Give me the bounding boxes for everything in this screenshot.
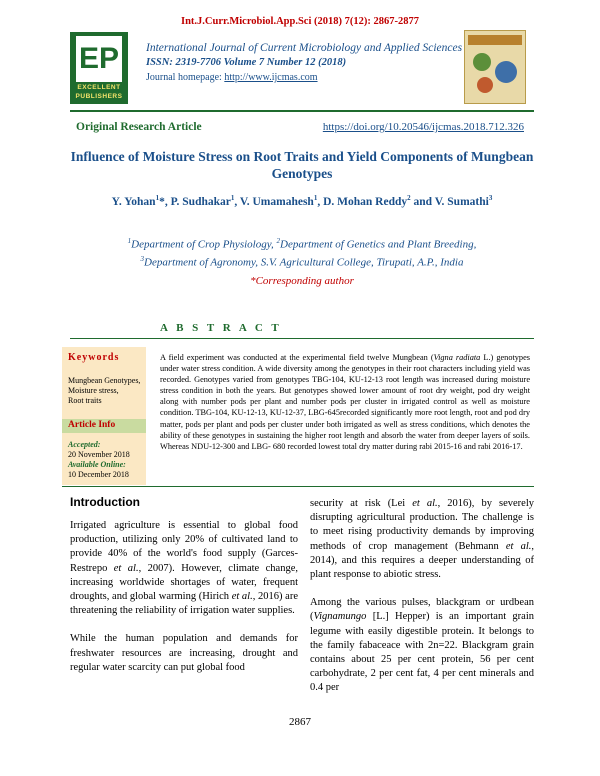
abstract-heading: A B S T R A C T	[160, 322, 282, 334]
author-affil-sup: 1	[313, 194, 318, 202]
author-name: D. Mohan Reddy	[323, 195, 408, 208]
introduction-heading: Introduction	[70, 495, 140, 509]
journal-homepage	[146, 72, 318, 83]
text-run: [L.] Hepper) is an important grain legume with easily digestible protein. It belongs to the family fabaceace with 2n=22. Blackgram grain contains about 25 per cent protein, 56 per cent carbohydrate, 2 per cent fat, 4 per cent minerals and 0.4 per	[310, 611, 534, 694]
keyword-item: Mungbean Genotypes,	[68, 376, 141, 385]
page-number: 2867	[289, 716, 311, 728]
body-column-right	[310, 497, 534, 710]
keywords-list	[68, 376, 144, 406]
logo-line-1: EXCELLENT	[77, 84, 121, 91]
keywords-heading: Keywords	[68, 352, 120, 363]
text-run-italic: Vignamungo	[313, 611, 367, 623]
affil-sup: 1	[127, 237, 132, 245]
text-run: Irrigated agriculture is essential to global food production, utilizing only 20% of cultivated land to provide 40% of the world's food supply (Garces-Restrepo	[70, 520, 298, 574]
author-sep: and	[410, 195, 435, 208]
journal-cover-image	[464, 30, 526, 104]
logo-line-2: PUBLISHERS	[75, 93, 123, 100]
author-name: V. Sumathi	[434, 195, 489, 208]
online-date: 10 December 2018	[68, 470, 129, 479]
article-info-heading: Article Info	[68, 420, 116, 430]
text-run: , 2016), by severely disrupting agricultural production. The challenge is to meet rising productivity demands by improving methods of crop management (Behmann	[310, 498, 534, 552]
author-affil-sup: 3	[488, 194, 493, 202]
text-run: , 2014), and this requires a deeper understanding of plant response to abiotic stress.	[310, 540, 534, 581]
issn-line: ISSN: 2319-7706 Volume 7 Number 12 (2018)	[146, 57, 347, 68]
author-list	[70, 194, 534, 208]
author-affil-sup: 1	[230, 194, 235, 202]
abstract-part-2: L.) genotypes under water stress condition. A wide diversity among the genotypes in their root characters including yield was recorded. Genotypes varied from genotypes TBG-104, KU-12-13 root length was increased during moisture stress condition in both the years. But genotypes showed lower amount of root dry weight, pod dry weight along with number pods per plant and number pods per cluster in irrigated control as well as moisture condition. TBG-104, KU-12-13, KU-12-37, LBG-645recorded significantly more root length, root and pod dry matter, pods per plant and pods per cluster under both irrigated as well as stress conditions, which denotes the ability of these genotypes in sustaining the higher root length and absorb the water from deeper layers of soils. Whereas NDU-12-300 and LBG- 680 recorded lowest total dry matter during rabi 2015-16 and rabi 2016-17.	[160, 353, 530, 451]
text-run-italic: et al.	[231, 591, 253, 603]
keyword-item: Root traits	[68, 396, 102, 405]
text-run: security at risk (Lei	[310, 498, 413, 509]
body-column-left	[70, 519, 298, 689]
affil-sup: 3	[140, 254, 145, 263]
affil-3: Department of Agronomy, S.V. Agricultural College, Tirupati, A.P., India	[144, 256, 464, 269]
author-name: V. Umamahesh	[239, 195, 314, 208]
accepted-date: 20 November 2018	[68, 450, 130, 459]
article-dates	[68, 440, 146, 480]
journal-citation: Int.J.Curr.Microbiol.App.Sci (2018) 7(12): 2867-2877	[181, 16, 419, 27]
author-sep: ,	[234, 195, 240, 208]
journal-name: International Journal of Current Microbiology and Applied Sciences	[146, 42, 463, 54]
cover-banner	[468, 35, 522, 45]
affil-1: Department of Crop Physiology,	[131, 238, 277, 251]
abstract-species: Vigna radiata	[433, 353, 481, 362]
online-label: Available Online:	[68, 460, 126, 469]
abstract-text	[160, 352, 530, 452]
cover-graphic-3	[477, 77, 493, 93]
text-run-italic: et al.	[505, 540, 532, 552]
article-title: Influence of Moisture Stress on Root Traits and Yield Components of Mungbean Genotypes	[70, 149, 534, 181]
corresponding-author: *Corresponding author	[250, 275, 354, 287]
text-run: , 2016) are threatening the reliability of irrigation water supplies.	[70, 591, 298, 617]
intro-paragraph-4	[310, 596, 534, 695]
author-name: Y. Yohan	[111, 195, 156, 208]
intro-paragraph-1	[70, 519, 298, 618]
doi-link[interactable]: https://doi.org/10.20546/ijcmas.2018.712.326	[322, 121, 524, 133]
cover-graphic-1	[473, 53, 491, 71]
abstract-divider	[70, 338, 534, 339]
accepted-label: Accepted:	[68, 440, 101, 449]
homepage-label: Journal homepage:	[146, 72, 225, 83]
author-affil-sup: 1	[155, 194, 160, 202]
homepage-link[interactable]: http://www.ijcmas.com	[224, 72, 318, 83]
text-run: , 2007). However, climate change, increasing worldwide shortages of water, frequent droughts, and global warming (Hirich	[70, 562, 298, 603]
header-divider	[70, 110, 534, 112]
cover-graphic-2	[495, 61, 517, 83]
intro-paragraph-3	[310, 497, 534, 582]
text-run: Among the various pulses, blackgram or urdbean (	[310, 597, 534, 623]
article-type: Original Research Article	[76, 121, 202, 133]
author-sep: *,	[159, 195, 171, 208]
abstract-part-1: A field experiment was conducted at the experimental field twelve Mungbean (	[160, 353, 434, 362]
affil-2: Department of Genetics and Plant Breeding,	[280, 238, 477, 251]
affiliations	[70, 234, 534, 269]
text-run-italic: et al.	[412, 498, 438, 509]
affil-sup: 2	[276, 237, 280, 245]
author-affil-sup: 2	[407, 194, 411, 202]
logo-mark: EP	[76, 36, 122, 82]
keyword-item: Moisture stress,	[68, 386, 119, 395]
author-sep: ,	[317, 195, 324, 208]
text-run-italic: et al.	[113, 562, 139, 574]
publisher-logo	[70, 32, 128, 104]
intro-paragraph-2: While the human population and demands for freshwater resources are increasing, drought and regular water scarcity can put global food	[70, 633, 298, 673]
author-name: P. Sudhakar	[170, 195, 231, 208]
abstract-bottom-divider	[62, 486, 534, 487]
